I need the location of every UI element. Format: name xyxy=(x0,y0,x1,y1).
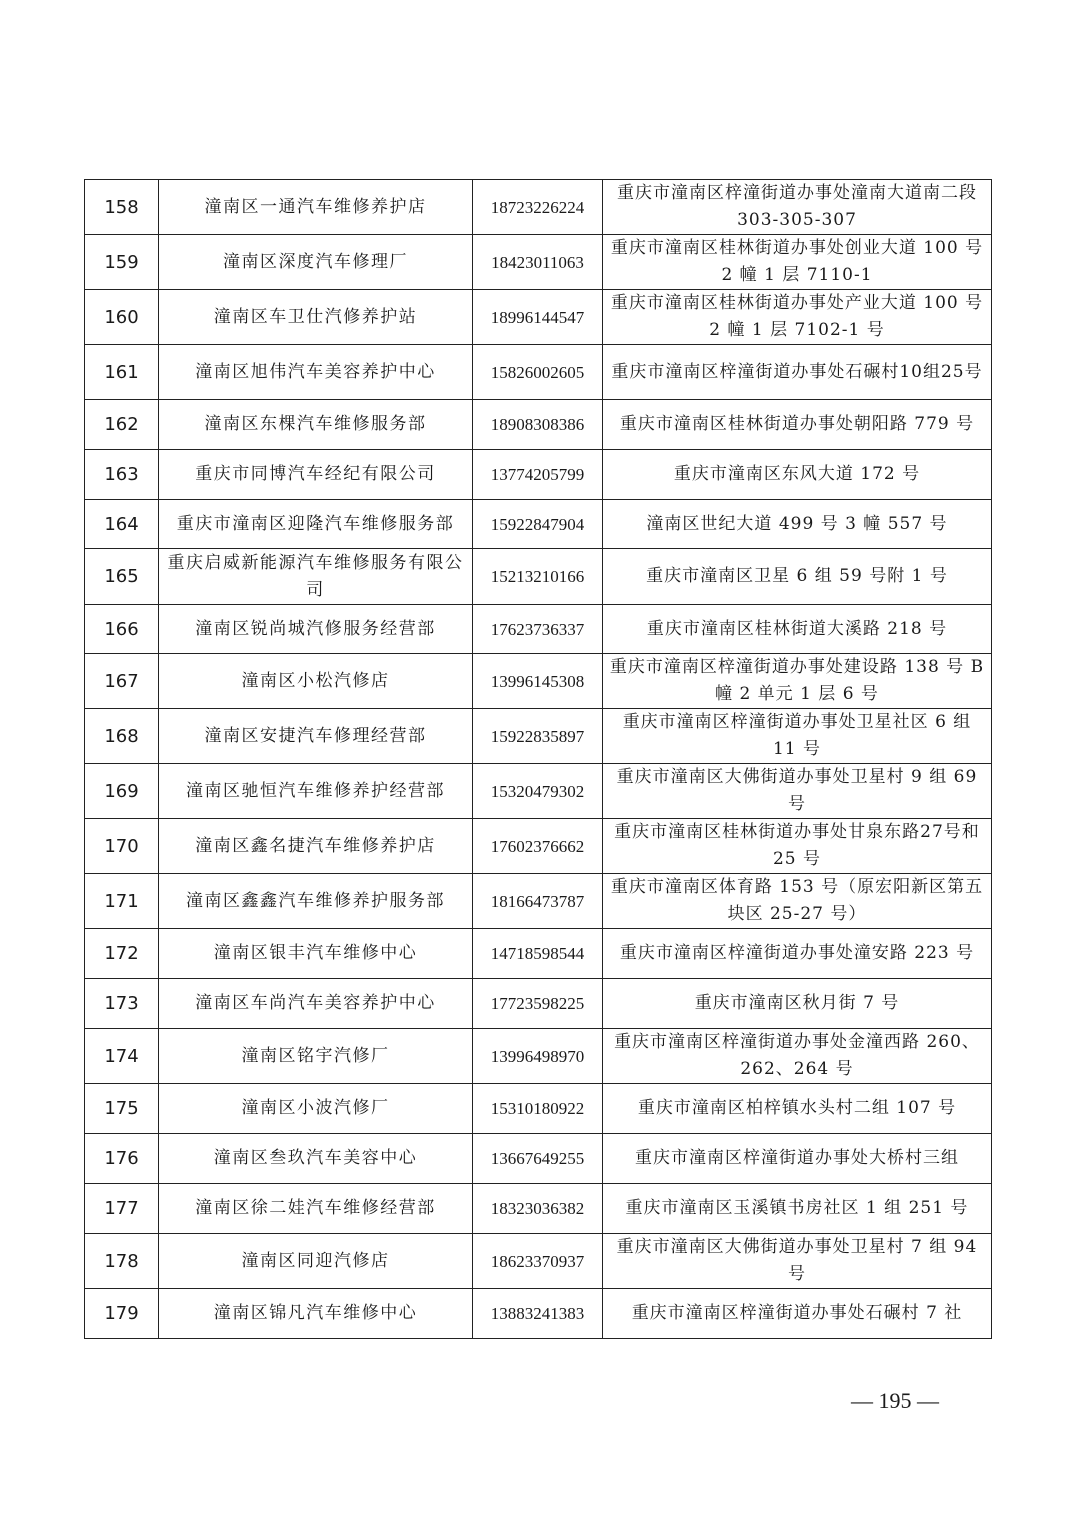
phone-cell: 17723598225 xyxy=(473,979,603,1029)
shop-name-cell: 重庆市潼南区迎隆汽车维修服务部 xyxy=(159,500,473,549)
phone-cell: 15213210166 xyxy=(473,549,603,605)
shop-name-cell: 潼南区鑫名捷汽车维修养护店 xyxy=(159,819,473,874)
table-row xyxy=(85,1134,992,1184)
address-cell: 重庆市潼南区桂林街道办事处产业大道 100 号 2 幢 1 层 7102-1 号 xyxy=(603,290,992,345)
row-number-cell: 158 xyxy=(85,180,159,235)
row-number-cell: 159 xyxy=(85,235,159,290)
shop-name-cell: 潼南区小松汽修店 xyxy=(159,654,473,709)
row-number-cell: 170 xyxy=(85,819,159,874)
row-number-cell: 161 xyxy=(85,345,159,400)
address-cell: 重庆市潼南区梓潼街道办事处大桥村三组 xyxy=(603,1134,992,1184)
address-cell: 重庆市潼南区梓潼街道办事处金潼西路 260、262、264 号 xyxy=(603,1029,992,1084)
address-cell: 重庆市潼南区大佛街道办事处卫星村 7 组 94 号 xyxy=(603,1234,992,1289)
shop-name-cell: 重庆启威新能源汽车维修服务有限公司 xyxy=(159,549,473,605)
table-row xyxy=(85,654,992,709)
phone-cell: 15320479302 xyxy=(473,764,603,819)
table-row xyxy=(85,1084,992,1134)
phone-cell: 15310180922 xyxy=(473,1084,603,1134)
address-cell: 重庆市潼南区桂林街道办事处朝阳路 779 号 xyxy=(603,400,992,450)
table-row xyxy=(85,929,992,979)
table-row xyxy=(85,979,992,1029)
table-row xyxy=(85,290,992,345)
table-row xyxy=(85,1029,992,1084)
table-row xyxy=(85,1234,992,1289)
phone-cell: 15922835897 xyxy=(473,709,603,764)
shop-name-cell: 潼南区东棵汽车维修服务部 xyxy=(159,400,473,450)
row-number-cell: 167 xyxy=(85,654,159,709)
phone-cell: 18166473787 xyxy=(473,874,603,929)
row-number-cell: 177 xyxy=(85,1184,159,1234)
table-row xyxy=(85,1184,992,1234)
phone-cell: 14718598544 xyxy=(473,929,603,979)
table-row xyxy=(85,450,992,500)
row-number-cell: 171 xyxy=(85,874,159,929)
page-number: — 195 — xyxy=(851,1388,939,1413)
table-row xyxy=(85,874,992,929)
phone-cell: 13996145308 xyxy=(473,654,603,709)
address-cell: 重庆市潼南区秋月街 7 号 xyxy=(603,979,992,1029)
phone-cell: 13774205799 xyxy=(473,450,603,500)
phone-cell: 15922847904 xyxy=(473,500,603,549)
shop-name-cell: 潼南区驰恒汽车维修养护经营部 xyxy=(159,764,473,819)
row-number-cell: 165 xyxy=(85,549,159,605)
row-number-cell: 166 xyxy=(85,605,159,654)
table-row xyxy=(85,345,992,400)
table-row xyxy=(85,709,992,764)
table-row xyxy=(85,819,992,874)
row-number-cell: 176 xyxy=(85,1134,159,1184)
shop-name-cell: 潼南区锐尚城汽修服务经营部 xyxy=(159,605,473,654)
row-number-cell: 164 xyxy=(85,500,159,549)
address-cell: 重庆市潼南区桂林街道办事处甘泉东路27号和 25 号 xyxy=(603,819,992,874)
phone-cell: 18908308386 xyxy=(473,400,603,450)
phone-cell: 13667649255 xyxy=(473,1134,603,1184)
phone-cell: 13996498970 xyxy=(473,1029,603,1084)
row-number-cell: 168 xyxy=(85,709,159,764)
phone-cell: 18996144547 xyxy=(473,290,603,345)
row-number-cell: 162 xyxy=(85,400,159,450)
row-number-cell: 175 xyxy=(85,1084,159,1134)
row-number-cell: 174 xyxy=(85,1029,159,1084)
address-cell: 重庆市潼南区大佛街道办事处卫星村 9 组 69 号 xyxy=(603,764,992,819)
shop-name-cell: 潼南区小波汽修厂 xyxy=(159,1084,473,1134)
phone-cell: 17602376662 xyxy=(473,819,603,874)
row-number-cell: 178 xyxy=(85,1234,159,1289)
shop-name-cell: 潼南区安捷汽车修理经营部 xyxy=(159,709,473,764)
shop-name-cell: 潼南区锦凡汽车维修中心 xyxy=(159,1289,473,1339)
shop-name-cell: 潼南区铭宇汽修厂 xyxy=(159,1029,473,1084)
address-cell: 重庆市潼南区梓潼街道办事处建设路 138 号 B 幢 2 单元 1 层 6 号 xyxy=(603,654,992,709)
address-cell: 重庆市潼南区东风大道 172 号 xyxy=(603,450,992,500)
table-row xyxy=(85,500,992,549)
shop-name-cell: 潼南区旭伟汽车美容养护中心 xyxy=(159,345,473,400)
phone-cell: 17623736337 xyxy=(473,605,603,654)
phone-cell: 13883241383 xyxy=(473,1289,603,1339)
address-cell: 重庆市潼南区卫星 6 组 59 号附 1 号 xyxy=(603,549,992,605)
phone-cell: 18723226224 xyxy=(473,180,603,235)
shop-name-cell: 潼南区徐二娃汽车维修经营部 xyxy=(159,1184,473,1234)
row-number-cell: 173 xyxy=(85,979,159,1029)
shop-name-cell: 潼南区银丰汽车维修中心 xyxy=(159,929,473,979)
row-number-cell: 169 xyxy=(85,764,159,819)
row-number-cell: 172 xyxy=(85,929,159,979)
address-cell: 重庆市潼南区体育路 153 号（原宏阳新区第五块区 25-27 号） xyxy=(603,874,992,929)
phone-cell: 18423011063 xyxy=(473,235,603,290)
shop-name-cell: 潼南区同迎汽修店 xyxy=(159,1234,473,1289)
address-cell: 重庆市潼南区桂林街道办事处创业大道 100 号 2 幢 1 层 7110-1 xyxy=(603,235,992,290)
address-cell: 重庆市潼南区玉溪镇书房社区 1 组 251 号 xyxy=(603,1184,992,1234)
phone-cell: 15826002605 xyxy=(473,345,603,400)
shop-list-table xyxy=(84,179,992,1339)
address-cell: 重庆市潼南区梓潼街道办事处潼南大道南二段 303-305-307 xyxy=(603,180,992,235)
shop-name-cell: 重庆市同博汽车经纪有限公司 xyxy=(159,450,473,500)
table-row xyxy=(85,400,992,450)
table-row xyxy=(85,235,992,290)
table-row xyxy=(85,764,992,819)
address-cell: 重庆市潼南区梓潼街道办事处卫星社区 6 组 11 号 xyxy=(603,709,992,764)
shop-name-cell: 潼南区一通汽车维修养护店 xyxy=(159,180,473,235)
address-cell: 重庆市潼南区梓潼街道办事处潼安路 223 号 xyxy=(603,929,992,979)
shop-name-cell: 潼南区车尚汽车美容养护中心 xyxy=(159,979,473,1029)
table-body xyxy=(85,180,992,1339)
table-row xyxy=(85,605,992,654)
address-cell: 潼南区世纪大道 499 号 3 幢 557 号 xyxy=(603,500,992,549)
phone-cell: 18323036382 xyxy=(473,1184,603,1234)
shop-name-cell: 潼南区深度汽车修理厂 xyxy=(159,235,473,290)
row-number-cell: 160 xyxy=(85,290,159,345)
address-cell: 重庆市潼南区柏梓镇水头村二组 107 号 xyxy=(603,1084,992,1134)
row-number-cell: 163 xyxy=(85,450,159,500)
address-cell: 重庆市潼南区梓潼街道办事处石碾村10组25号 xyxy=(603,345,992,400)
address-cell: 重庆市潼南区桂林街道大溪路 218 号 xyxy=(603,605,992,654)
shop-name-cell: 潼南区叁玖汽车美容中心 xyxy=(159,1134,473,1184)
address-cell: 重庆市潼南区梓潼街道办事处石碾村 7 社 xyxy=(603,1289,992,1339)
shop-name-cell: 潼南区鑫鑫汽车维修养护服务部 xyxy=(159,874,473,929)
phone-cell: 18623370937 xyxy=(473,1234,603,1289)
table-row xyxy=(85,549,992,605)
table-row xyxy=(85,1289,992,1339)
row-number-cell: 179 xyxy=(85,1289,159,1339)
table-row xyxy=(85,180,992,235)
shop-name-cell: 潼南区车卫仕汽修养护站 xyxy=(159,290,473,345)
